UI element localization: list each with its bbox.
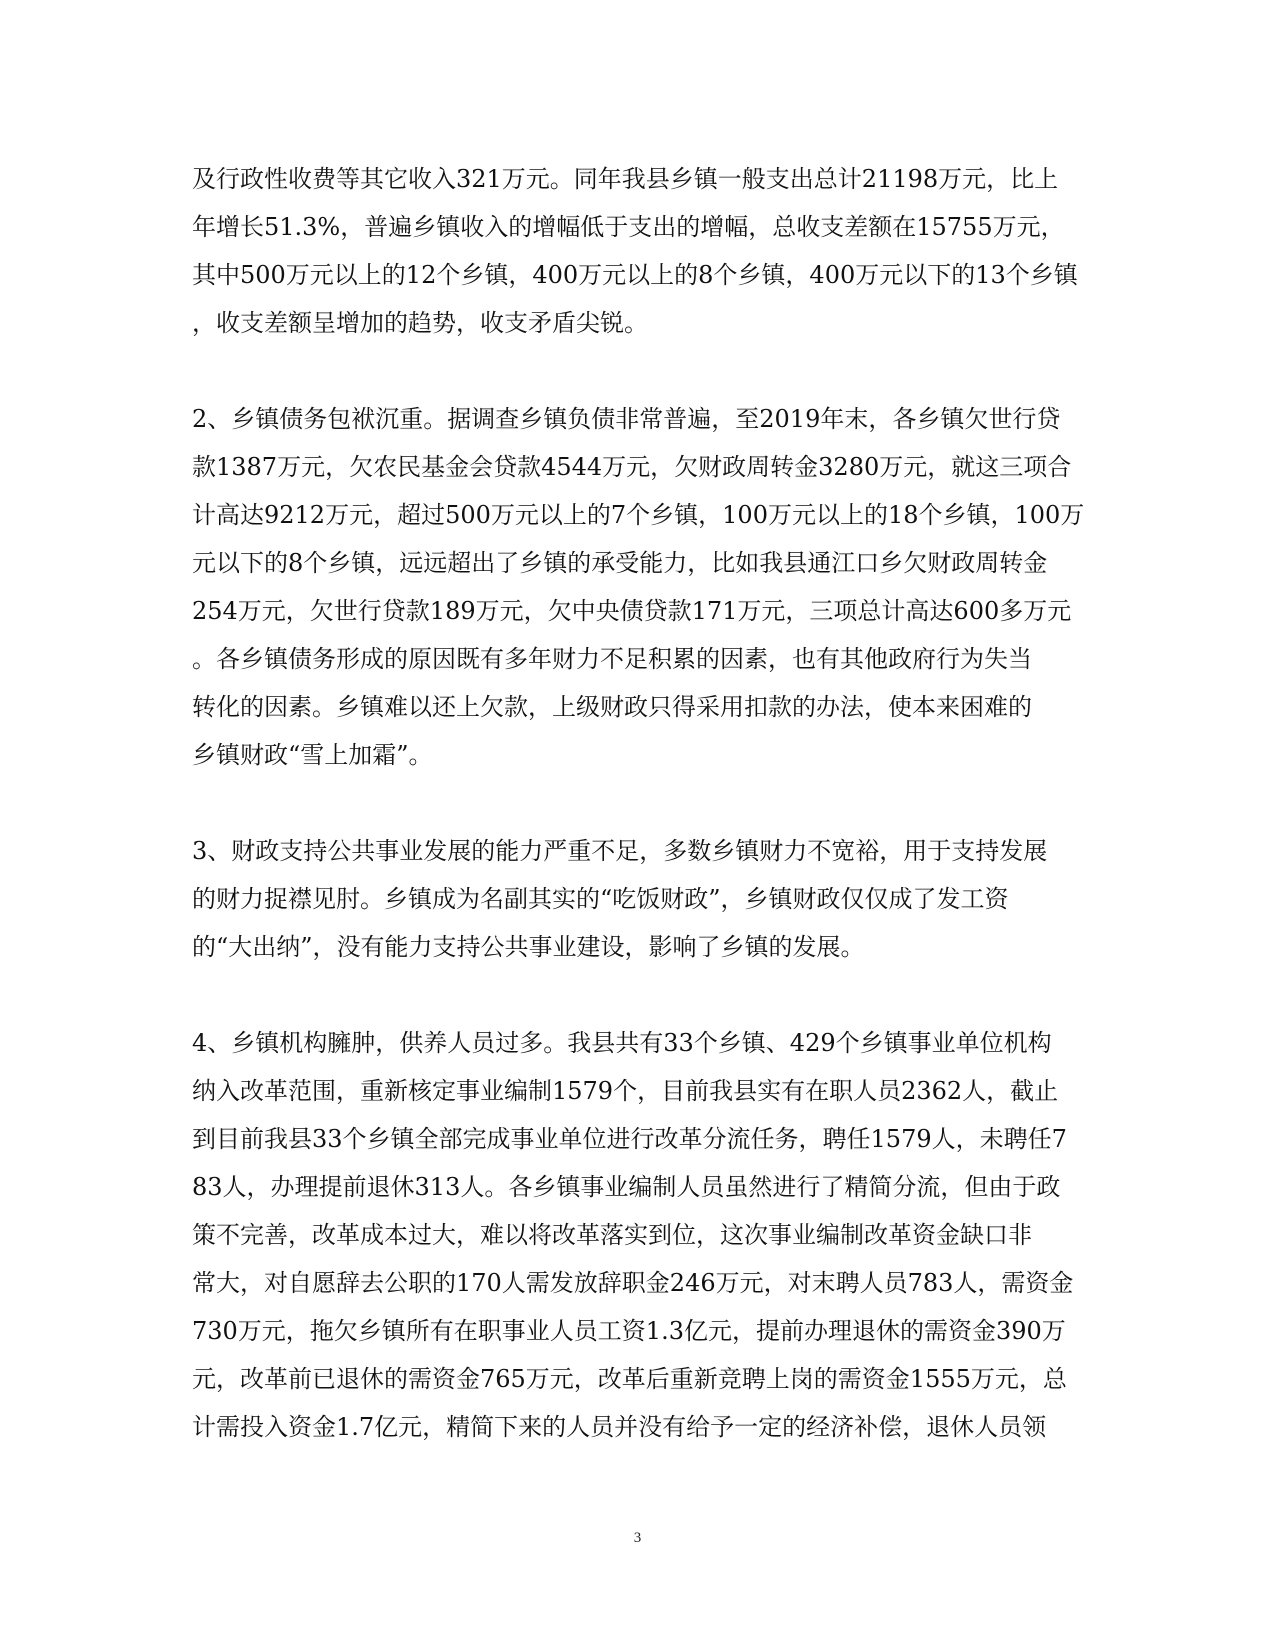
text-line: 计需投入资金1.7亿元，精简下来的人员并没有给予一定的经济补偿，退休人员领	[192, 1413, 1047, 1441]
paragraph-gap	[192, 971, 1092, 1019]
text-line: 2、乡镇债务包袱沉重。据调查乡镇负债非常普遍，至2019年末，各乡镇欠世行贷	[192, 405, 1061, 433]
text-line: 计高达9212万元，超过500万元以上的7个乡镇，100万元以上的18个乡镇，100万	[192, 501, 1085, 529]
text-line: 乡镇财政“雪上加霜”。	[192, 741, 433, 769]
text-line: 元，改革前已退休的需资金765万元，改革后重新竞聘上岗的需资金1555万元，总	[192, 1365, 1067, 1393]
document-body	[192, 155, 1092, 1451]
text-line: 策不完善，改革成本过大，难以将改革落实到位，这次事业编制改革资金缺口非	[192, 1221, 1032, 1249]
paragraph-gap	[192, 779, 1092, 827]
text-line: 4、乡镇机构臃肿，供养人员过多。我县共有33个乡镇、429个乡镇事业单位机构	[192, 1029, 1052, 1057]
paragraph-public-services	[192, 827, 1092, 971]
text-line: 3、财政支持公共事业发展的能力严重不足，多数乡镇财力不宽裕，用于支持发展	[192, 837, 1048, 865]
text-line: 到目前我县33个乡镇全部完成事业单位进行改革分流任务，聘任1579人，未聘任7	[192, 1125, 1067, 1153]
text-line: 常大，对自愿辞去公职的170人需发放辞职金246万元，对末聘人员783人，需资金	[192, 1269, 1074, 1297]
text-line: 款1387万元，欠农民基金会贷款4544万元，欠财政周转金3280万元，就这三项合	[192, 453, 1072, 481]
page-number: 3	[633, 1530, 642, 1546]
paragraph-township-debt	[192, 395, 1092, 779]
text-line: ，收支差额呈增加的趋势，收支矛盾尖锐。	[192, 309, 648, 337]
paragraph-income-expenditure	[192, 155, 1092, 347]
text-line: 纳入改革范围，重新核定事业编制1579个，目前我县实有在职人员2362人，截止	[192, 1077, 1059, 1105]
paragraph-gap	[192, 347, 1092, 395]
text-line: 元以下的8个乡镇，远远超出了乡镇的承受能力，比如我县通江口乡欠财政周转金	[192, 549, 1048, 577]
text-line: 年增长51.3%，普遍乡镇收入的增幅低于支出的增幅，总收支差额在15755万元，	[192, 213, 1065, 241]
text-line: 254万元，欠世行贷款189万元，欠中央债贷款171万元，三项总计高达600多万元	[192, 597, 1072, 625]
paragraph-staffing	[192, 1019, 1092, 1451]
text-line: 83人，办理提前退休313人。各乡镇事业编制人员虽然进行了精简分流，但由于政	[192, 1173, 1061, 1201]
text-line: 730万元，拖欠乡镇所有在职事业人员工资1.3亿元，提前办理退休的需资金390万	[192, 1317, 1066, 1345]
text-line: 其中500万元以上的12个乡镇，400万元以上的8个乡镇，400万元以下的13个乡镇	[192, 261, 1078, 289]
text-line: 的“大出纳”，没有能力支持公共事业建设，影响了乡镇的发展。	[192, 933, 865, 961]
text-line: 转化的因素。乡镇难以还上欠款，上级财政只得采用扣款的办法，使本来困难的	[192, 693, 1032, 721]
text-line: 的财力捉襟见肘。乡镇成为名副其实的“吃饭财政”，乡镇财政仅仅成了发工资	[192, 885, 1009, 913]
text-line: 及行政性收费等其它收入321万元。同年我县乡镇一般支出总计21198万元，比上	[192, 165, 1059, 193]
text-line: 。各乡镇债务形成的原因既有多年财力不足积累的因素，也有其他政府行为失当	[192, 645, 1032, 673]
